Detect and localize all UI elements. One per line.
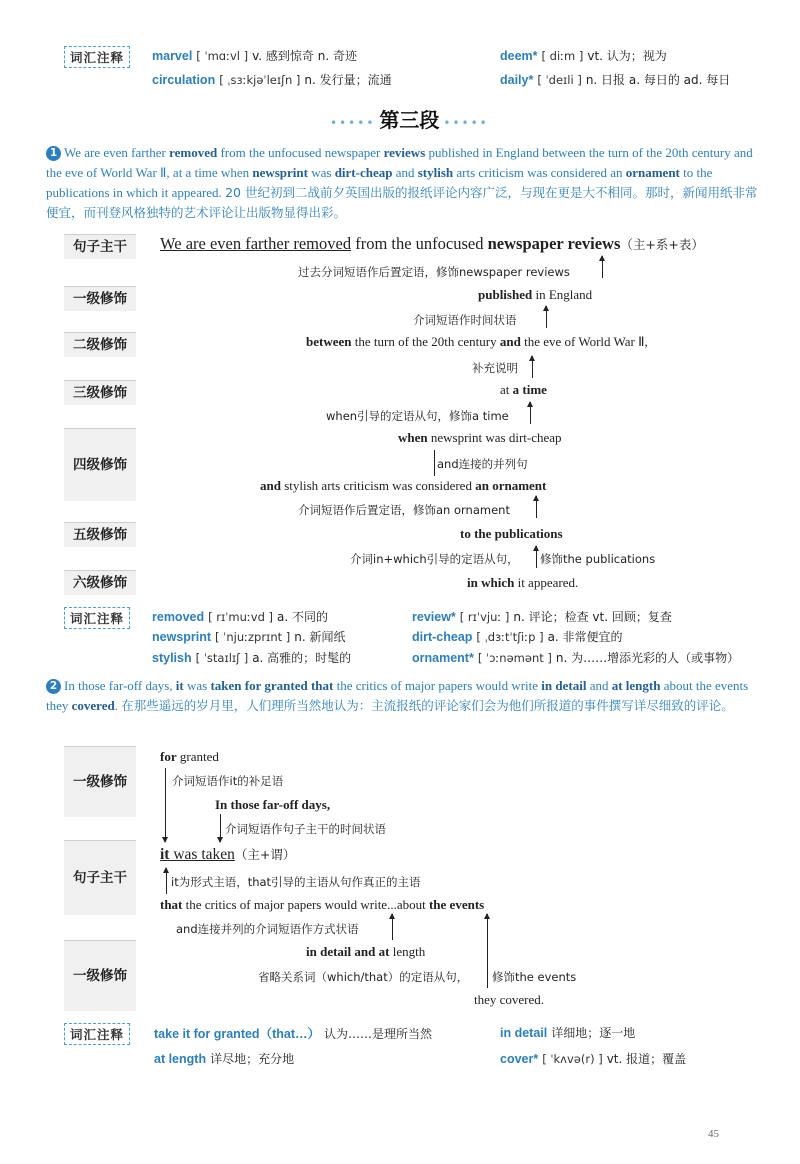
vocab-phonetic: [ rɪˈmuːvd ]	[208, 610, 274, 624]
vocab-definition: v. 感到惊奇 n. 奇迹	[252, 49, 357, 63]
modifier	[306, 334, 648, 350]
text: about the events they	[46, 678, 749, 713]
vocab-phonetic: [ ˈmɑːvl ]	[196, 49, 249, 63]
text: the critics of major papers would write...about	[182, 897, 429, 912]
vocab-entry	[152, 608, 328, 625]
text: it appeared.	[514, 575, 579, 590]
vocab-word: review*	[412, 610, 456, 624]
keyword: when	[398, 430, 428, 445]
vocab-phonetic: [ ˈkʌvə(r) ]	[542, 1052, 603, 1066]
vocab-entry	[500, 71, 730, 88]
arrow	[530, 402, 531, 424]
keyword: in detail	[541, 678, 587, 693]
annotation: it为形式主语，that引导的主语从句作真正的主语	[171, 875, 421, 889]
vocab-definition: 详尽地；充分地	[210, 1052, 295, 1066]
modifier: to the publications	[460, 526, 563, 541]
vocab-word: circulation	[152, 73, 216, 87]
modifier	[260, 478, 546, 494]
level-label: 一级修饰	[64, 746, 136, 817]
annotation-text: 介词in+which引导的定语从句，	[350, 552, 519, 566]
level-label: 六级修饰	[64, 570, 136, 595]
arrow	[536, 496, 537, 518]
annotation: when引导的定语从句，修饰a time	[326, 409, 509, 423]
annotation: 介词短语作时间状语	[413, 313, 517, 327]
translation: 20 世纪初到二战前夕英国出版的报纸评论内容广泛，与现在更是大不相同。那时，新闻用纸非常便宜，而刊登风格独特的艺术评论让出版物显得出彩。	[46, 185, 758, 220]
vocab-phonetic: [ ˌsɜːkjəˈleɪʃn ]	[219, 73, 301, 87]
section-title: 第三段	[379, 108, 440, 132]
vocab-tag: 词汇注释	[64, 1023, 130, 1045]
annotation: 过去分词短语作后置定语，修饰newspaper reviews	[298, 265, 570, 279]
modifier	[306, 944, 425, 960]
text: We are even farther	[64, 145, 170, 160]
keyword: removed	[169, 145, 218, 160]
annotation: 补充说明	[472, 361, 518, 375]
annotation: and连接的并列句	[437, 457, 528, 471]
keyword: and	[499, 334, 521, 349]
vocab-entry	[412, 608, 672, 625]
annotation: 修饰the events	[492, 970, 577, 984]
predicate: was taken	[169, 846, 235, 863]
vocab-word: daily*	[500, 73, 534, 87]
vocab-entry	[152, 71, 392, 88]
text: length	[389, 944, 426, 959]
vocab-phonetic: [ rɪˈvjuː ]	[459, 610, 510, 624]
main-clause	[160, 234, 704, 254]
arrow	[536, 546, 537, 568]
text: the eve of World War Ⅱ,	[520, 334, 648, 349]
annotation: 介词短语作句子主干的时间状语	[225, 822, 386, 836]
vocab-phonetic: [ ˌdɜːtˈtʃiːp ]	[476, 630, 544, 644]
vocab-word: take it for granted（that…）	[154, 1027, 320, 1041]
text: the critics of major papers would write	[333, 678, 542, 693]
level-label: 句子主干	[64, 234, 136, 259]
keyword: covered	[71, 698, 115, 713]
keyword: the events	[428, 897, 485, 912]
vocab-entry	[152, 47, 357, 64]
paragraph-2	[46, 676, 762, 716]
keyword: newsprint	[252, 165, 308, 180]
text: was	[183, 678, 211, 693]
vocab-phonetic: [ ˈnjuːzprɪnt ]	[215, 630, 291, 644]
keyword: dirt-cheap	[334, 165, 393, 180]
vocab-definition: n. 新闻纸	[294, 630, 346, 644]
vocab-definition: vt. 认为；视为	[587, 49, 667, 63]
text: arts criticism was considered an	[453, 165, 626, 180]
modifier	[398, 430, 562, 446]
arrow	[165, 768, 166, 842]
text: stylish arts criticism was considered	[280, 478, 476, 493]
vocab-definition: n. 为……增添光彩的人（或事物）	[555, 651, 740, 665]
keyword: that	[160, 897, 183, 912]
text: was	[307, 165, 335, 180]
structure-tag: （主+系+表）	[620, 237, 704, 252]
annotation: and连接并列的介词短语作方式状语	[176, 922, 359, 936]
vocab-entry	[152, 649, 351, 666]
section-header	[330, 104, 489, 133]
keyword: it	[175, 678, 184, 693]
paragraph-number-badge: 1	[46, 146, 61, 161]
vocab-word: cover*	[500, 1052, 539, 1066]
text: .	[114, 698, 118, 713]
structure-tag: （主+谓）	[234, 847, 296, 862]
vocab-phonetic: [ ˈɔːnəmənt ]	[477, 651, 552, 665]
modifier	[478, 287, 592, 303]
modifier	[160, 749, 219, 765]
keyword: an ornament	[475, 478, 547, 493]
vocab-entry	[154, 1050, 294, 1067]
subject-predicate: We are even farther	[160, 234, 294, 253]
keyword: reviews	[383, 145, 426, 160]
vocab-entry	[154, 1024, 432, 1042]
text: granted	[176, 749, 219, 764]
vocab-tag: 词汇注释	[64, 607, 130, 629]
text: to the publications in which it appeared.	[46, 165, 713, 200]
main-clause	[160, 845, 295, 864]
text: published in England between the turn of the 20th century and the eve of World War Ⅱ, at a time when	[46, 145, 753, 180]
text: and	[392, 165, 418, 180]
arrow	[602, 256, 603, 278]
keyword: in detail	[306, 944, 352, 959]
text: from the unfocused newspaper	[217, 145, 384, 160]
annotation: 修饰the publications	[540, 552, 656, 566]
vocab-word: newsprint	[152, 630, 212, 644]
vocab-word: deem*	[500, 49, 538, 63]
paragraph-number-badge: 2	[46, 679, 61, 694]
level-label: 三级修饰	[64, 380, 136, 405]
annotation: 介词短语作it的补足语	[172, 774, 284, 788]
keyword: and at	[351, 944, 390, 959]
keyword: ornament	[625, 165, 680, 180]
vocab-phonetic: [ ˈstaɪlɪʃ ]	[195, 651, 249, 665]
text: In those far-off days,	[64, 678, 176, 693]
keyword: for	[160, 749, 177, 764]
dots-decoration: •••••	[443, 116, 489, 130]
vocab-definition: n. 发行量；流通	[304, 73, 392, 87]
vocab-word: ornament*	[412, 651, 474, 665]
arrow	[487, 914, 488, 988]
vocab-entry	[500, 1050, 686, 1067]
annotation: 省略关系词（which/that）的定语从句，	[258, 970, 469, 984]
vocab-definition: a. 不同的	[277, 610, 328, 624]
vocab-definition: vt. 报道；覆盖	[606, 1052, 687, 1066]
text: newsprint was dirt-cheap	[427, 430, 562, 445]
keyword: taken for granted that	[210, 678, 334, 693]
keyword: a time	[512, 382, 547, 397]
connector-line	[434, 450, 435, 476]
modifier: In those far-off days,	[215, 797, 331, 812]
text: at	[500, 382, 513, 397]
vocab-definition: 认为……是理所当然	[323, 1027, 432, 1041]
vocab-entry	[152, 628, 346, 645]
keyword: between	[306, 334, 352, 349]
keyword: stylish	[417, 165, 454, 180]
vocab-entry	[412, 628, 623, 645]
annotation	[350, 551, 519, 567]
vocab-word: stylish	[152, 651, 192, 665]
vocab-phonetic: [ ˈdeɪli ]	[537, 73, 582, 87]
text: from the unfocused	[351, 234, 488, 253]
vocab-definition: a. 非常便宜的	[547, 630, 623, 644]
modifier	[500, 382, 547, 398]
text: and	[586, 678, 612, 693]
vocab-word: marvel	[152, 49, 193, 63]
predicative: removed	[293, 234, 352, 253]
level-label: 四级修饰	[64, 428, 136, 501]
arrow	[392, 914, 393, 940]
modifier	[160, 897, 484, 913]
text: in England	[532, 287, 593, 302]
arrow	[166, 868, 167, 894]
keyword: in which	[467, 575, 515, 590]
translation: 在那些遥远的岁月里，人们理所当然地认为：主流报纸的评论家们会为他们所报道的事件撰写详尽细致的评论。	[121, 698, 734, 713]
arrow	[546, 306, 547, 328]
annotation: 介词短语作后置定语，修饰an ornament	[298, 503, 510, 517]
vocab-definition: a. 高雅的；时髦的	[252, 651, 352, 665]
level-label: 一级修饰	[64, 286, 136, 311]
vocab-entry	[500, 47, 667, 64]
level-label: 一级修饰	[64, 940, 136, 1011]
arrow	[220, 814, 221, 842]
paragraph-1	[46, 143, 762, 223]
level-label: 五级修饰	[64, 522, 136, 547]
level-label: 句子主干	[64, 840, 136, 915]
keyword: and	[260, 478, 281, 493]
vocab-definition: n. 评论；检查 vt. 回顾；复查	[513, 610, 672, 624]
vocab-word: removed	[152, 610, 205, 624]
vocab-tag: 词汇注释	[64, 46, 130, 68]
vocab-word: in detail	[500, 1026, 548, 1040]
text: the turn of the 20th century	[351, 334, 500, 349]
head-noun: newspaper reviews	[487, 234, 621, 253]
keyword: published	[478, 287, 533, 302]
level-label: 二级修饰	[64, 332, 136, 357]
vocab-word: at length	[154, 1052, 207, 1066]
vocab-entry	[412, 649, 739, 666]
modifier: they covered.	[474, 992, 545, 1007]
vocab-word: dirt-cheap	[412, 630, 473, 644]
keyword: at length	[611, 678, 661, 693]
vocab-entry	[500, 1024, 635, 1041]
arrow	[532, 356, 533, 378]
subject: it	[160, 846, 170, 863]
modifier	[467, 575, 578, 591]
page-number: 45	[708, 1128, 719, 1140]
vocab-phonetic: [ diːm ]	[541, 49, 584, 63]
dots-decoration: •••••	[330, 116, 376, 130]
vocab-definition: 详细地；逐一地	[551, 1026, 636, 1040]
vocab-definition: n. 日报 a. 每日的 ad. 每日	[585, 73, 731, 87]
